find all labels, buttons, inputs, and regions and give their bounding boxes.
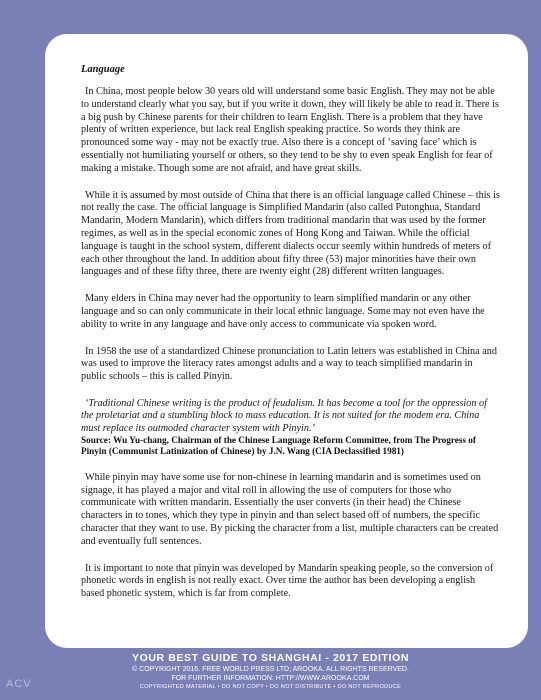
quote-text: ‘Traditional Chinese writing is the product of feudalism. It has become a tool for the oppression of the proletariat and a stumbling block to mass education. It is not suited for the modem era. China must replace its outmoded character system with Pinyin.’ <box>81 397 487 434</box>
footer-info: FOR FURTHER INFORMATION: HTTP://WWW.AROOKA.COM <box>171 675 370 682</box>
document-page <box>45 34 528 648</box>
paragraph-official-language: While it is assumed by most outside of China that there is an official language called Chinese – this is not really the case. The official language is Simplified Mandarin (also called Putonghua, Standard Mandarin, Modern Mandarin), which differs from traditional mandarin that was used by the former regimes, as well as in the special economic zones of Hong Kong and Taiwan. While the official language is taught in the school system, different dialects occur seemly within hundreds of meters of each other throughout the land. In addition about fifty three (53) major minorities have their own languages and of these fifty three, there are twenty eight (28) different written languages. <box>81 189 500 278</box>
paragraph-pinyin-history: In 1958 the use of a standardized Chinese pronunciation to Latin letters was established in China and was used to improve the literacy rates amongst adults and a way to teach simplified mandarin in public schools – this is called Pinyin. <box>81 345 497 383</box>
paragraph-elders: Many elders in China may never had the opportunity to learn simplified mandarin or any other language and so can only communicate in their local ethnic language. Some may not even have the ability to write in any language and have only access to communicate via spoken word. <box>81 293 485 330</box>
paragraph-phonetic-system: It is important to note that pinyin was developed by Mandarin speaking people, so the conversion of phonetic words in english is not really exact. Over time the author has been developing a english based phonetic system, which is far from complete. <box>81 562 494 600</box>
footer-notice: COPYRIGHTED MATERIAL • DO NOT COPY • DO NOT DISTRIBUTE • DO NOT REPRODUCE <box>139 684 402 690</box>
paragraph-pinyin-computers: While pinyin may have some use for non-chinese in learning mandarin and is sometimes used on signage, it has played a major and vital roll in allowing the use of computers for those who communicate with written mandarin. Essentially the user converts (in their head) the Chinese characters in to tones, which they type in pinyin and than select based off of numbers, the specific character that they want to use. By picking the character from a list, multiple characters can be created and eventually full sentences. <box>81 471 499 547</box>
page-footer <box>0 652 541 691</box>
footer-title: YOUR BEST GUIDE TO SHANGHAI - 2017 EDITION <box>131 652 410 664</box>
paragraph-english-skills: In China, most people below 30 years old will understand some basic English. They may not be able to understand clearly what you say, but if you write it down, they will likely be able to read it. There is a big push by Chinese parents for their children to learn English. There is a problem that they have plenty of written experience, but lack real English speaking practice. So words they think are pronounced some way - may not be exactly true. Also there is a concept of ‘saving face’ which is essentially not humiliating yourself or others, so they tend to be shy to even speak English for fear of making a mistake. Though some are not afraid, and have great skills. <box>81 86 499 174</box>
watermark: ACV <box>6 678 32 690</box>
quote-source: Source: Wu Yu-chang, Chairman of the Chinese Language Reform Committee, from The Progress of Pinyin (Communist Latinization of Chinese) by J.N. Wang (CIA Declassified 1981) <box>81 434 476 457</box>
footer-copyright: © COPYRIGHT 2016. FREE WORLD PRESS LTD; AROOKA. ALL RIGHTS RESERVED. <box>132 666 409 673</box>
section-heading: Language <box>81 64 125 75</box>
